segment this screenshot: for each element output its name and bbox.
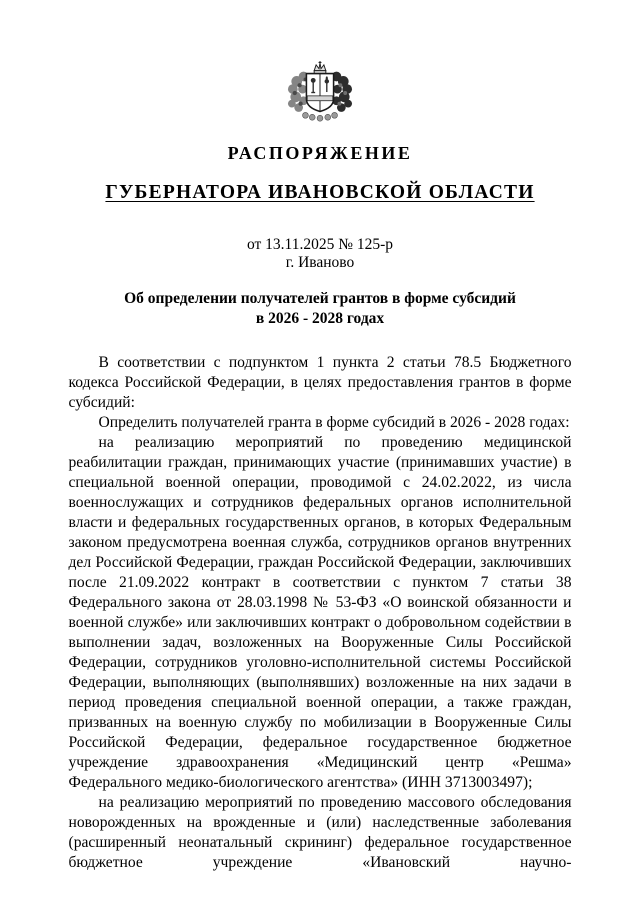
body-paragraph: на реализацию мероприятий по проведению массового обследования новорожденных на врожденные и (или) наследственные заболевания (расширенный неонатальный скрининг) федеральное государственное бюджетное учреждение «Ивановский научно- (68, 794, 572, 871)
body-paragraph: на реализацию мероприятий по проведению медицинской реабилитации граждан, принимающих участие (принимавших участие) в специальной военной операции, проводимой с 24.02.2022, из числа военнослужащих и сотрудников федеральных органов исполнительной власти и федеральных государственных органов, в которых Федеральным законом предусмотрена военная служба, сотрудников органов внутренних дел Российской Федерации, граждан Российской Федерации, заключивших после 21.09.2022 контракт в соответствии с пунктом 7 статьи 38 Федерального закона от 28.03.1998 № 53-ФЗ «О воинской обязанности и военной службе» или заключивших контракт о добровольном содействии в выполнении задач, возложенных на Вооруженные Силы Российской Федерации, сотрудников уголовно-исполнительной системы Российской Федерации, выполняющих (выполнявших) возложенные на них задачи в период проведения специальной военной операции, а также граждан, призванных на военную службу по мобилизации в Вооруженные Силы Российской Федерации, федеральное государственное бюджетное учреждение здравоохранения «Медицинский центр «Решма» Федерального медико-биологического агентства» (ИНН 3713003497); (68, 434, 572, 791)
subject-line-1: Об определении получателей грантов в форме субсидий (124, 290, 516, 307)
date-and-number-line: от 13.11.2025 № 125-р (246, 236, 394, 253)
document-subject (0, 289, 640, 329)
body-paragraph: Определить получателей гранта в форме субсидий в 2026 - 2028 годах: (98, 414, 570, 431)
document-type-title: РАСПОРЯЖЕНИЕ (227, 143, 413, 163)
subject-line-2: в 2026 - 2028 годах (255, 310, 385, 327)
body-paragraph: В соответствии с подпунктом 1 пункта 2 статьи 78.5 Бюджетного кодекса Российской Федерации, в целях предоставления грантов в форме субсидий: (68, 354, 572, 411)
issuing-authority-title: ГУБЕРНАТОРА ИВАНОВСКОЙ ОБЛАСТИ (105, 182, 535, 203)
ivanovo-oblast-coat-of-arms-icon (281, 60, 359, 126)
document-body (69, 353, 572, 873)
city-line: г. Иваново (285, 254, 355, 271)
